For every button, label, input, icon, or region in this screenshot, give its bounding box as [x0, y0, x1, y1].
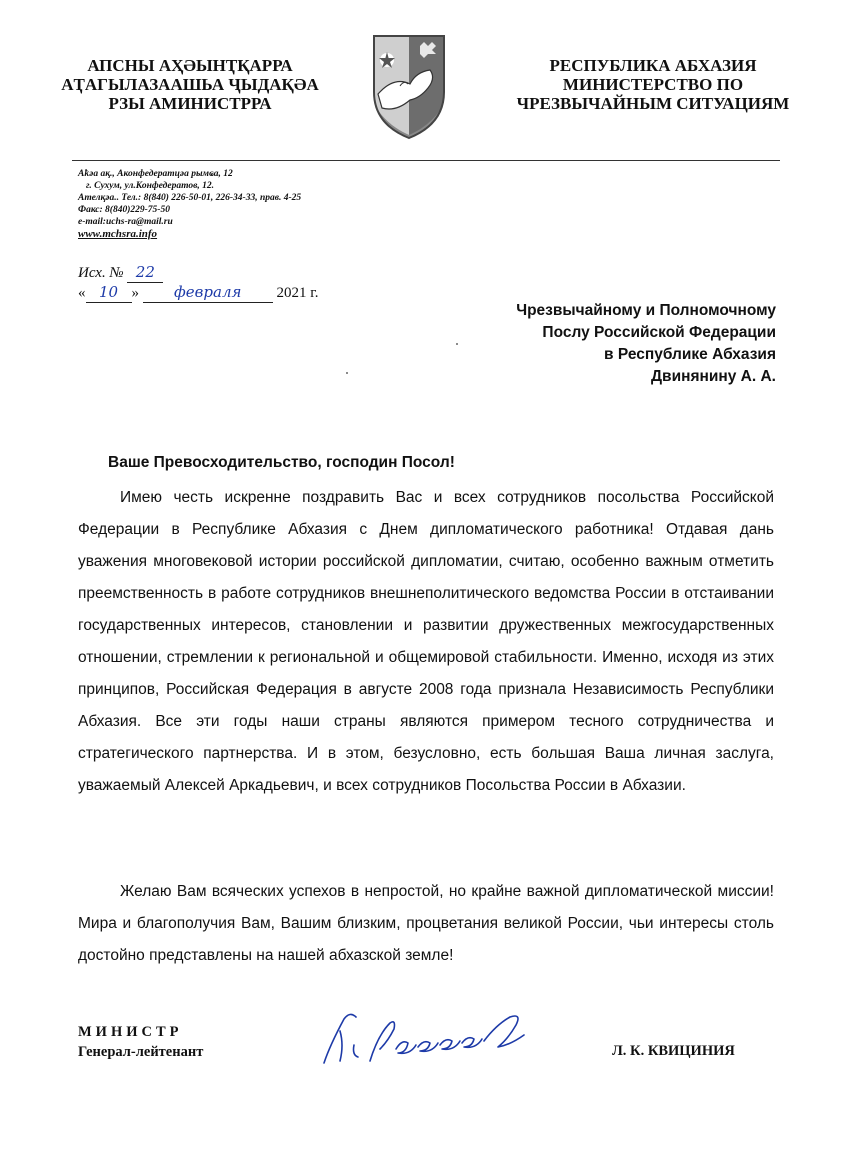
salutation: Ваше Превосходительство, господин Посол!: [108, 454, 455, 471]
abkhazia-coat-of-arms-icon: [370, 32, 448, 142]
header-russian-line-3: ЧРЕЗВЫЧАЙНЫМ СИТУАЦИЯМ: [516, 94, 790, 113]
phones: Ателқәа.. Тел.: 8(840) 226-50-01, 226-34-33, прав. 4-25: [78, 193, 302, 203]
signatory-position: МИНИСТР: [78, 1024, 183, 1040]
date-month: февраля: [143, 282, 273, 303]
header-divider: [72, 160, 780, 161]
signatory-name: Л. К. КВИЦИНИЯ: [612, 1043, 735, 1059]
address-russian: г. Сухум, ул.Конфедератов, 12.: [86, 181, 214, 191]
addressee-line-3: в Республике Абхазия: [604, 346, 776, 363]
handwritten-signature: [310, 1005, 550, 1075]
email: e-mail:uchs-ra@mail.ru: [78, 217, 173, 227]
date-quote-close: »: [131, 285, 139, 301]
date-day: 10: [86, 282, 132, 303]
outgoing-prefix: Исх. №: [78, 265, 124, 281]
body-paragraph-2: Желаю Вам всяческих успехов в непростой, но крайне важной дипломатической миссии! Мира и благополучия Вам, Вашим близким, процветания великой России, чьи интересы столь достойно представлены на нашей абхазской земле!: [78, 883, 774, 964]
outgoing-number: [78, 262, 163, 283]
outgoing-date: [78, 282, 318, 303]
signatory-title: [78, 1022, 203, 1062]
date-quote-open: «: [78, 285, 86, 301]
contact-block: [78, 168, 301, 240]
date-year: 2021 г.: [276, 285, 319, 301]
body-paragraph-1: Имею честь искренне поздравить Вас и всех сотрудников посольства Российской Федерации в Республике Абхазия с Днем дипломатического работника! Отдавая дань уважения многовековой истории российской дипломатии, считаю, особенно важным отметить преемственность в работе сотрудников внешнеполитического ведомства России в отстаивании государственных интересов, становлении и развитии дружественных межгосударственных отношении, стремлении к региональной и общемировой стабильности. Именно, исходя из этих принципов, Российская Федерация в августе 2008 года признала Независимость Республики Абхазия. Все эти годы наши страны являются примером тесного сотрудничества и стратегического партнерства. И в этом, безусловно, есть большая Ваша личная заслуга, уважаемый Алексей Аркадьевич, и всех сотрудников Посольства России в Абхазии.: [78, 489, 774, 794]
header-abkhaz: [50, 56, 330, 113]
addressee-line-4: Двинянину А. А.: [651, 368, 776, 385]
addressee: [430, 300, 776, 388]
signatory-rank: Генерал-лейтенант: [78, 1044, 204, 1060]
scan-speck: [346, 372, 348, 374]
addressee-line-1: Чрезвычайному и Полномочному: [516, 302, 776, 319]
header-russian-line-1: РЕСПУБЛИКА АБХАЗИЯ: [549, 56, 757, 75]
header-abkhaz-line-2: АҬАГЫЛАЗААШЬА ҶЫДАҚӘА: [61, 75, 319, 94]
header-russian: [508, 56, 798, 113]
website-link[interactable]: www.mchsra.info: [78, 228, 158, 240]
addressee-line-2: Послу Российской Федерации: [542, 324, 776, 341]
header-abkhaz-line-3: РЗЫ АМИНИСТРРА: [108, 94, 272, 113]
header-russian-line-2: МИНИСТЕРСТВО ПО: [562, 75, 744, 94]
outgoing-number-value: 22: [127, 262, 163, 283]
fax: Факс: 8(840)229-75-50: [78, 205, 170, 215]
header-abkhaz-line-1: АПСНЫ АҲӘЫНҬҚАРРА: [87, 56, 293, 75]
address-abkhaz: Аҟәа ақ., Аконфедератцәа рымҩа, 12: [78, 169, 233, 179]
scan-speck: [456, 343, 458, 345]
